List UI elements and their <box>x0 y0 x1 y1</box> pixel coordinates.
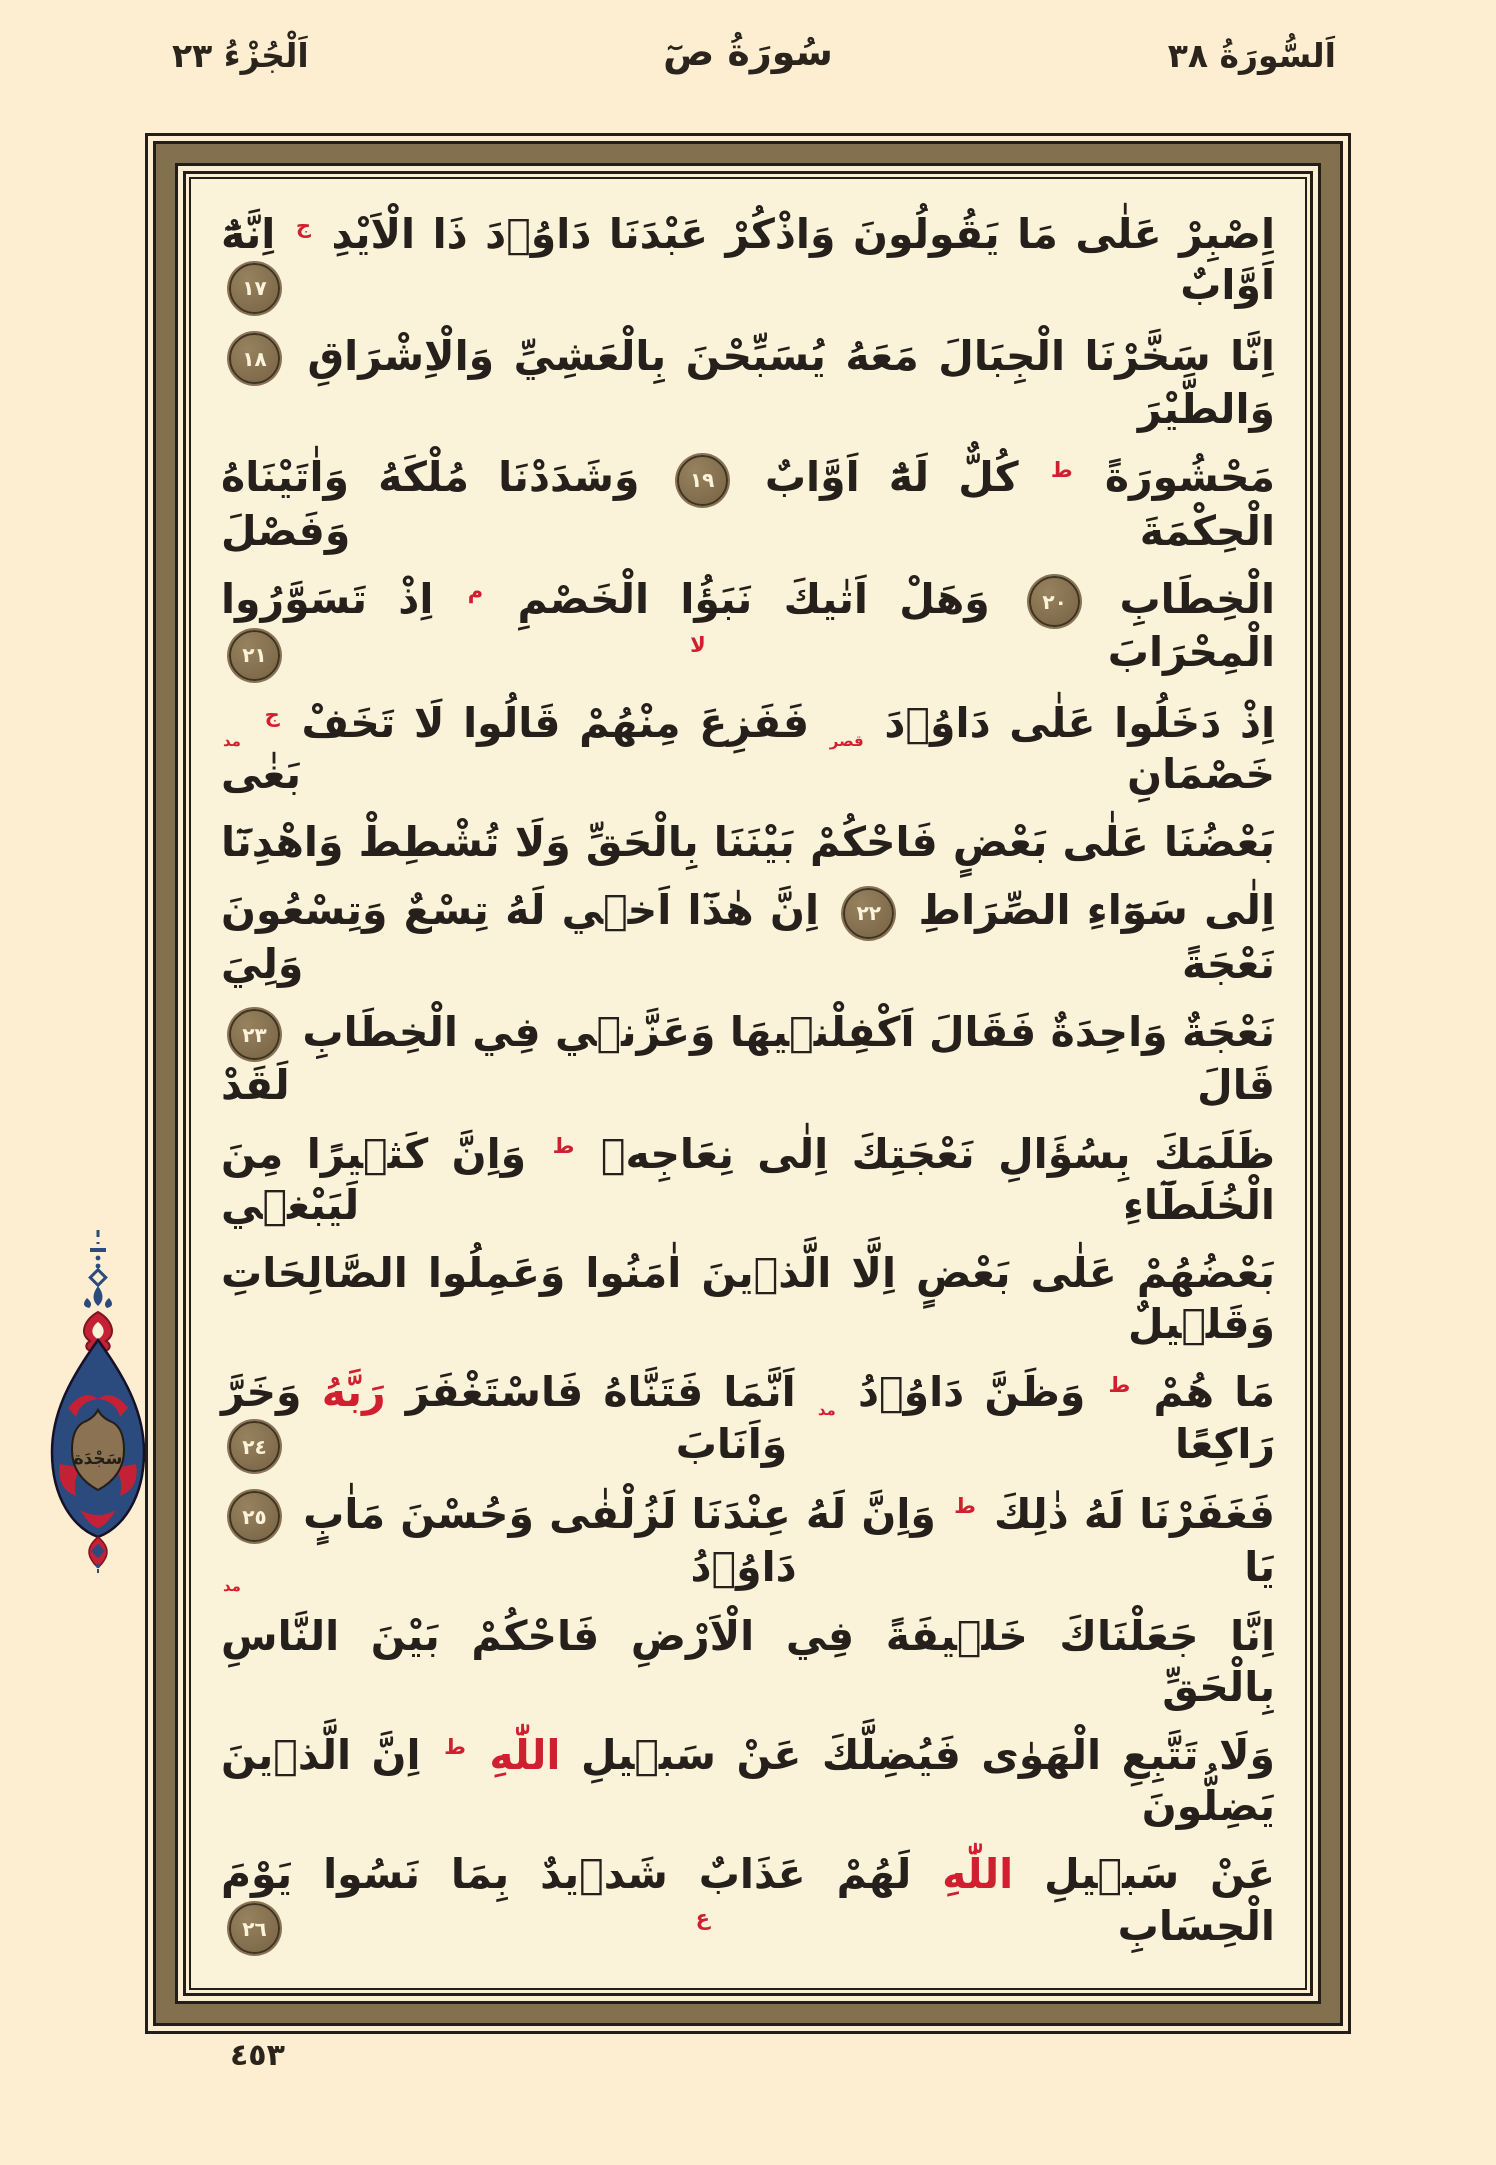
ayah-text: اِذْ دَخَلُوا عَلٰى دَاوُ۫دَ <box>884 698 1276 747</box>
ayah-text: فَفَزِعَ مِنْهُمْ قَالُوا لَا تَخَفْ <box>301 698 810 747</box>
ayah-text: وَخَرَّ رَاكِعًا وَاَنَابَ <box>221 1368 1275 1468</box>
quran-line-11 <box>221 1367 1275 1472</box>
verse-marker: ٢٤ <box>229 1421 280 1472</box>
quran-line-6 <box>221 817 1275 868</box>
ayah-text: مَحْشُورَةً <box>1104 453 1275 502</box>
ayah-text: لَهُمْ عَذَابٌ شَدٖيدٌ بِمَا نَسُوا يَوْمَ الْحِسَابِ <box>221 1850 1275 1950</box>
ayah-text: اِنَّا سَخَّرْنَا الْجِبَالَ مَعَهُ يُسَبِّحْنَ بِالْعَشِيِّ وَالْاِشْرَاقِ <box>307 331 1275 380</box>
ayah-text: قَالَ لَقَدْ <box>221 1061 1275 1110</box>
frame-band <box>153 141 1343 2026</box>
ayah-text: وَشَدَدْنَا مُلْكَهُ وَاٰتَيْنَاهُ الْحِكْمَةَ وَفَصْلَ <box>221 453 1275 555</box>
surah-title: سُورَةُ صٓ <box>663 30 833 74</box>
pause-mark: ط <box>954 1494 976 1519</box>
ayah-text: خَصْمَانِ بَغٰى <box>221 750 1275 798</box>
ayah-text: كُلٌّ لَهُٓ اَوَّابٌ <box>764 453 1019 502</box>
quran-line-1 <box>221 209 1275 314</box>
red-word: اللّٰهِ <box>942 1850 1014 1899</box>
ayah-text: اِصْبِرْ عَلٰى مَا يَقُولُونَ وَاذْكُرْ عَبْدَنَا دَاوُ۫دَ ذَا الْاَيْدِ <box>331 210 1275 258</box>
surah-number-label: اَلسُّورَةُ ٣٨ <box>1167 36 1336 75</box>
ayah-text: اِلٰى سَوَٓاءِ الصِّرَاطِ <box>918 886 1275 935</box>
red-word: اللّٰهِ <box>489 1730 561 1779</box>
quran-line-8 <box>221 1007 1275 1112</box>
verse-marker: ٢٣ <box>229 1009 280 1060</box>
quran-line-9 <box>221 1129 1275 1232</box>
tajwid-note: قصر <box>829 731 864 750</box>
quran-line-4 <box>221 574 1275 681</box>
ayah-text: نَعْجَةٌ وَاحِدَةٌ فَقَالَ اَكْفِلْنٖيهَا وَعَزَّنٖي فِي الْخِطَابِ <box>302 1007 1275 1056</box>
pause-mark: ط <box>444 1735 466 1760</box>
quran-line-7 <box>221 885 1275 990</box>
pause-mark: م <box>467 579 484 604</box>
pause-mark: ج <box>295 214 311 239</box>
pause-mark: ط <box>552 1133 575 1158</box>
quran-line-3 <box>221 452 1275 557</box>
page-number: ٤٥٣ <box>230 2038 285 2073</box>
quran-line-12 <box>221 1489 1275 1594</box>
ayah-text: عَنْ سَبٖيلِ <box>1044 1850 1275 1899</box>
verse-marker: ٢٥ <box>229 1491 280 1542</box>
quran-line-10 <box>221 1248 1275 1351</box>
ayah-text: اِنَّهُٓ اَوَّابٌ <box>221 210 1275 310</box>
pause-mark: ط <box>1108 1372 1131 1397</box>
ayah-text: اَنَّمَا فَتَنَّاهُ فَاسْتَغْفَرَ <box>405 1368 796 1417</box>
quran-line-15 <box>221 1849 1275 1954</box>
verse-marker: ٢١ <box>229 630 280 681</box>
ayah-text: يَا دَاوُ۫دُ <box>690 1543 1275 1592</box>
quran-line-14 <box>221 1730 1275 1833</box>
verse-marker: ٢٦ <box>229 1903 280 1954</box>
quran-line-13 <box>221 1611 1275 1714</box>
page-frame <box>145 133 1351 2034</box>
verse-marker: ١٩ <box>677 455 728 506</box>
quran-lines <box>191 179 1305 1988</box>
ayah-text: بَعْضُهُمْ عَلٰى بَعْضٍ اِلَّا الَّذٖينَ اٰمَنُوا وَعَمِلُوا الصَّالِحَاتِ وَقَلٖيلٌ <box>221 1248 1275 1349</box>
verse-marker: ١٨ <box>229 333 280 384</box>
ayah-text: مَا هُمْ <box>1153 1368 1276 1417</box>
quran-line-5 <box>221 698 1275 801</box>
tajwid-note: مد <box>223 731 241 750</box>
ayah-text: وَهَلْ اَتٰيكَ نَبَؤُا الْخَصْمِ <box>517 574 990 623</box>
pause-mark: لا <box>690 632 706 657</box>
ayah-text: وَظَنَّ دَاوُ۫دُ <box>858 1368 1086 1417</box>
ayah-text: وَاِنَّ كَثٖيرًا مِنَ الْخُلَطَٓاءِ لَيَبْغٖي <box>221 1129 1275 1229</box>
svg-text:سَجْدَة: سَجْدَة <box>73 1449 123 1469</box>
ayah-text: اِذْ تَسَوَّرُوا الْمِحْرَابَ <box>221 574 1276 677</box>
ayah-text: الْخِطَابِ <box>1119 574 1276 623</box>
red-word: رَبَّهُ <box>321 1368 386 1417</box>
tajwid-note: مد <box>223 1576 241 1595</box>
ayah-text: اِنَّ هٰذَٓا اَخٖي لَهُ تِسْعٌ وَتِسْعُونَ نَعْجَةً وَلِيَ <box>221 886 1275 988</box>
verse-marker: ٢٢ <box>843 888 894 939</box>
quran-line-2 <box>221 331 1275 436</box>
ayah-text: وَالطَّيْرَ <box>1137 385 1275 434</box>
ayah-text: اِنَّ الَّذٖينَ يَضِلُّونَ <box>221 1730 1275 1831</box>
verse-marker: ٢٠ <box>1029 576 1080 627</box>
pause-mark: ج <box>264 703 280 728</box>
juz-label: اَلْجُزْءُ ٢٣ <box>172 36 309 75</box>
pause-mark: ط <box>1050 457 1073 482</box>
ayah-text: وَلَا تَتَّبِعِ الْهَوٰى فَيُضِلَّكَ عَنْ سَبٖيلِ <box>581 1730 1275 1779</box>
pause-mark: ع <box>695 1905 711 1930</box>
ayah-text: فَغَفَرْنَا لَهُ ذٰلِكَ <box>994 1489 1276 1538</box>
ayah-text: ظَلَمَكَ بِسُؤَالِ نَعْجَتِكَ اِلٰى نِعَاجِهٖ <box>600 1129 1275 1178</box>
sajdah-marker-icon <box>28 1228 168 1573</box>
verse-marker: ١٧ <box>229 263 280 314</box>
ayah-text: وَاِنَّ لَهُ عِنْدَنَا لَزُلْفٰى وَحُسْنَ مَاٰبٍ <box>303 1489 936 1538</box>
ayah-text: اِنَّا جَعَلْنَاكَ خَلٖيفَةً فِي الْاَرْضِ فَاحْكُمْ بَيْنَ النَّاسِ بِالْحَقِّ <box>221 1611 1275 1711</box>
ayah-text: بَعْضُنَا عَلٰى بَعْضٍ فَاحْكُمْ بَيْنَنَا بِالْحَقِّ وَلَا تُشْطِطْ وَاهْدِنَٓا <box>221 818 1275 867</box>
tajwid-note: مد <box>817 1401 836 1420</box>
